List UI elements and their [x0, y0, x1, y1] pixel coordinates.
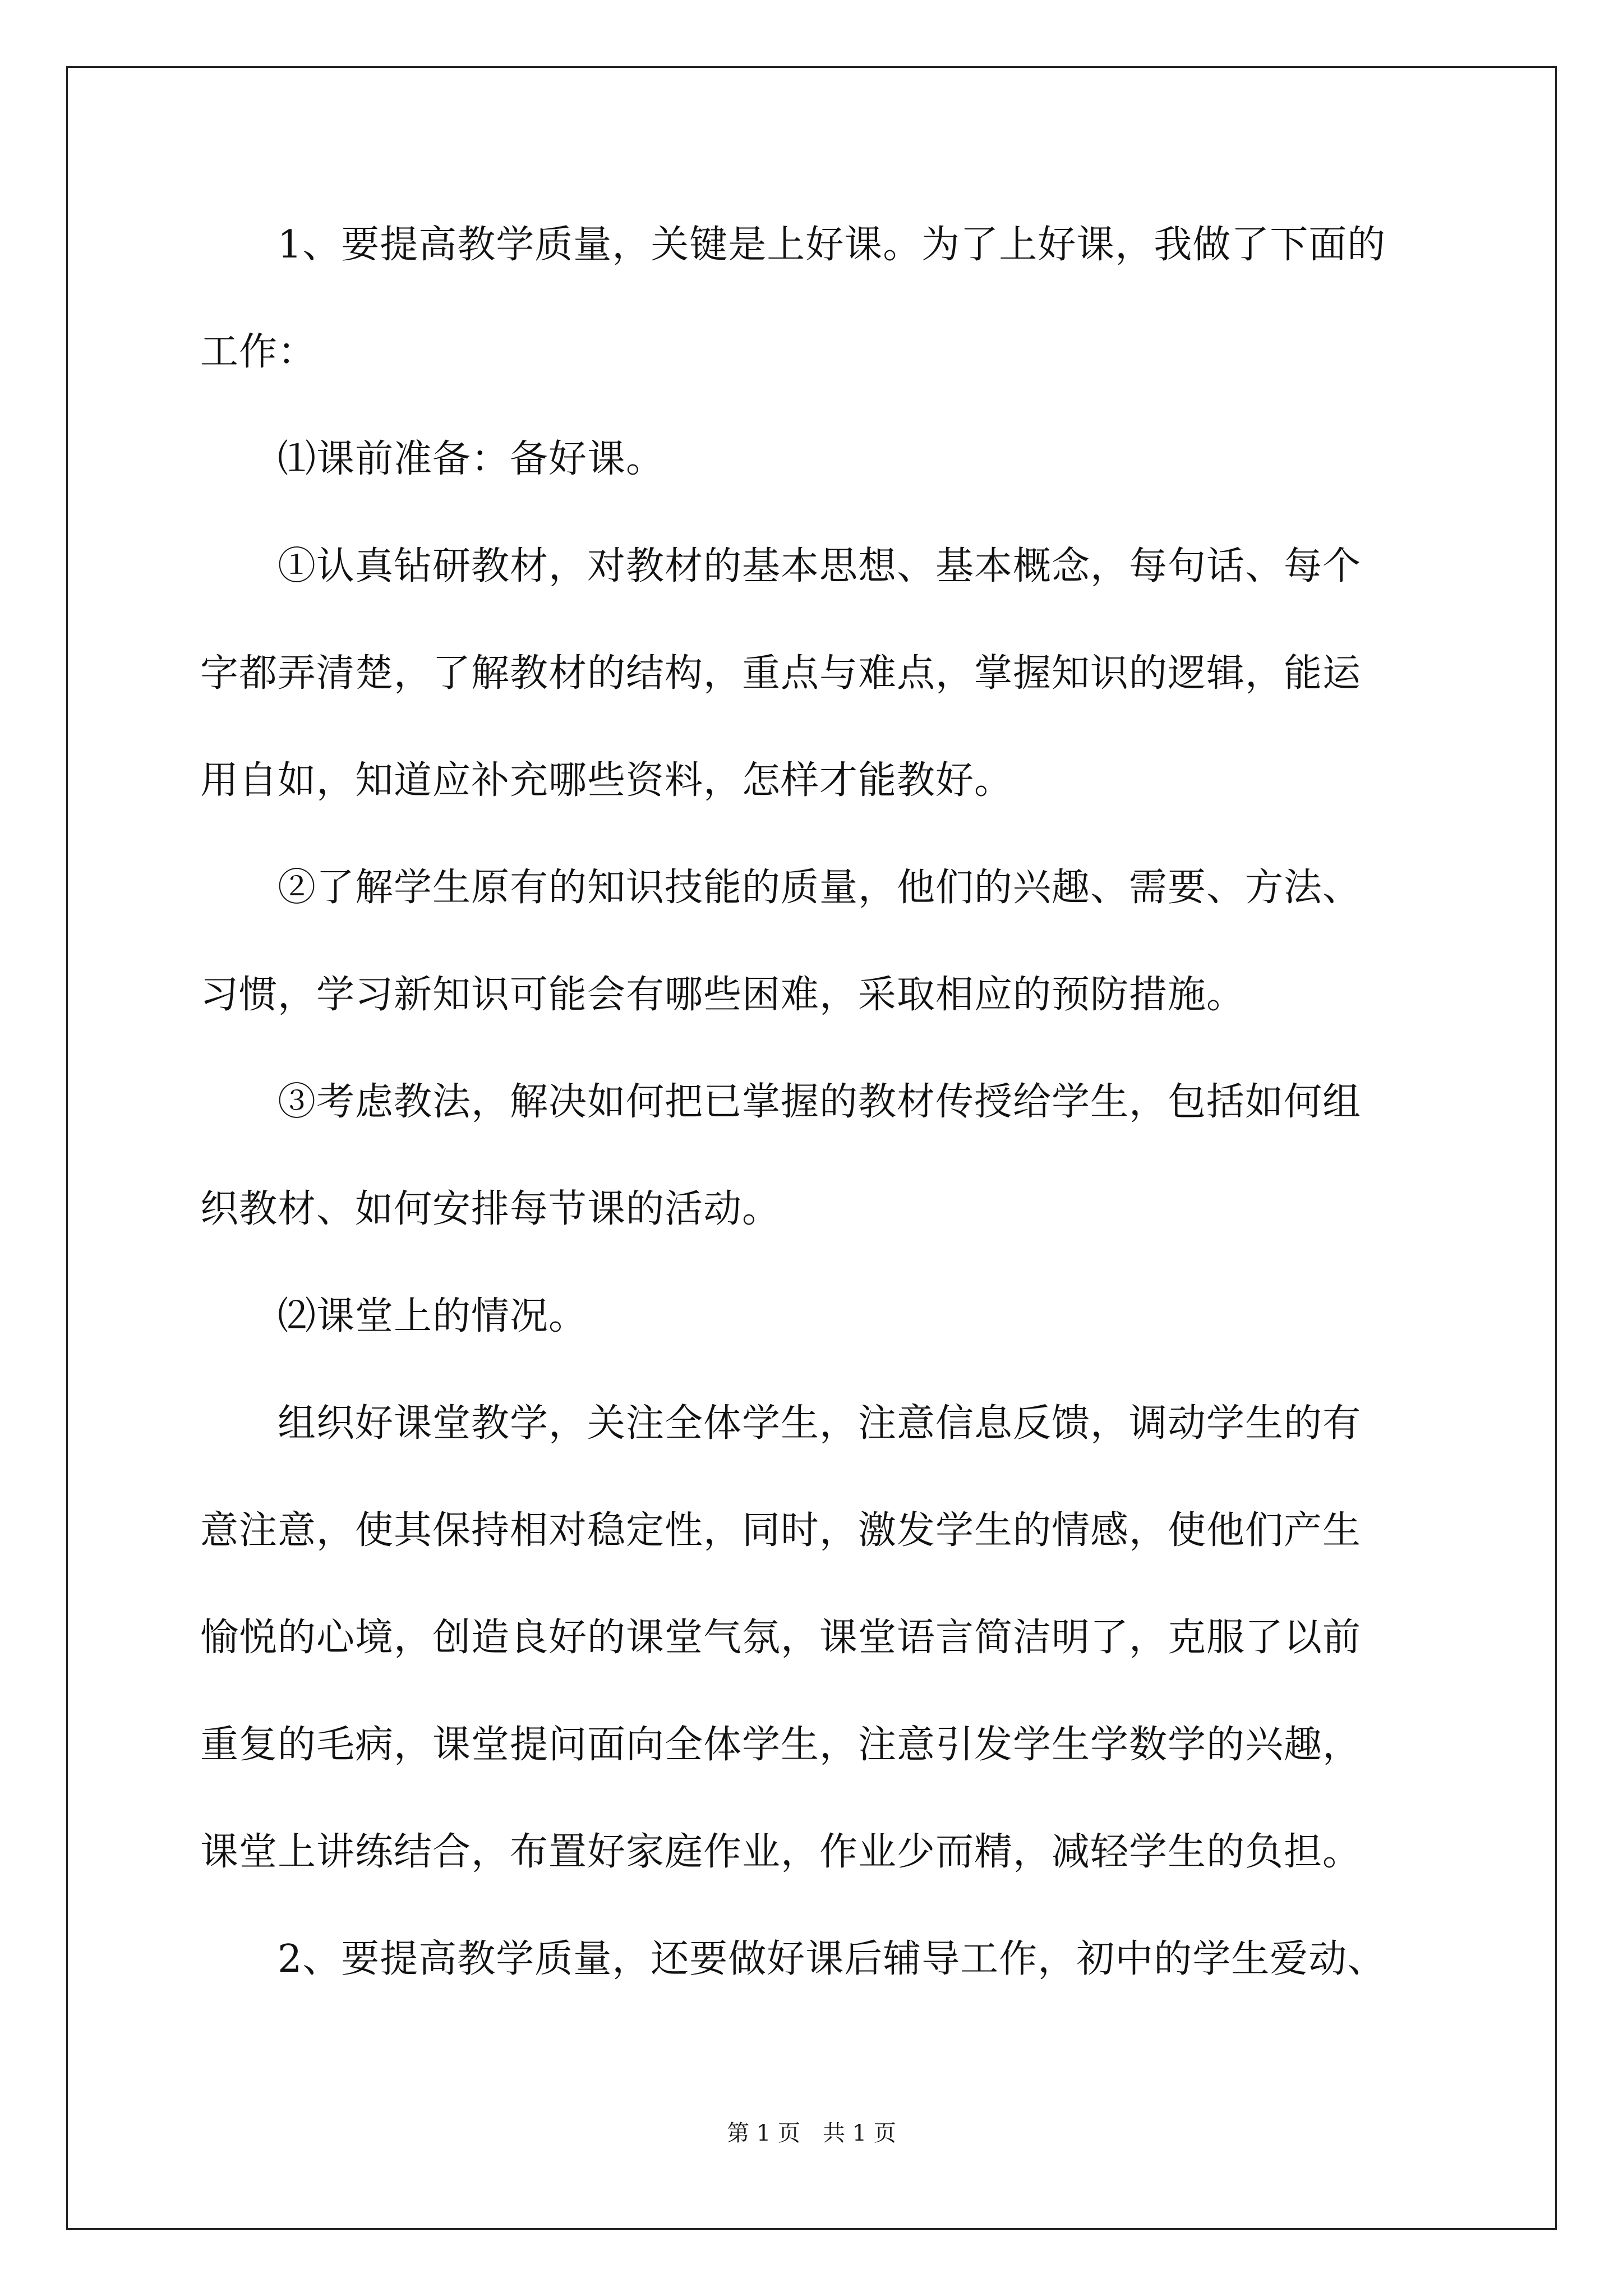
text-line: 工作： — [200, 330, 317, 374]
text-line: 习惯，学习新知识可能会有哪些困难，采取相应的预防措施。 — [200, 973, 1246, 1017]
page-border — [66, 66, 1557, 2230]
text-line: ①认真钻研教材，对教材的基本思想、基本概念，每句话、每个 — [200, 544, 1362, 588]
text-line: ⑴课前准备：备好课。 — [200, 437, 665, 481]
text-line: 字都弄清楚，了解教材的结构，重点与难点，掌握知识的逻辑，能运 — [200, 651, 1362, 696]
text-line: 组织好课堂教学，关注全体学生，注意信息反馈，调动学生的有 — [200, 1401, 1362, 1446]
text-line: ③考虑教法，解决如何把已掌握的教材传授给学生，包括如何组 — [200, 1080, 1362, 1124]
text-line: 1、要提高教学质量，关键是上好课。为了上好课，我做了下面的 — [200, 223, 1386, 267]
text-line: ⑵课堂上的情况。 — [200, 1294, 588, 1338]
text-line: 织教材、如何安排每节课的活动。 — [200, 1187, 781, 1231]
text-line: 意注意，使其保持相对稳定性，同时，激发学生的情感，使他们产生 — [200, 1508, 1362, 1553]
text-line: 重复的毛病，课堂提问面向全体学生，注意引发学生学数学的兴趣， — [200, 1723, 1362, 1767]
text-line: 课堂上讲练结合，布置好家庭作业，作业少而精，减轻学生的负担。 — [200, 1830, 1362, 1874]
text-line: ②了解学生原有的知识技能的质量，他们的兴趣、需要、方法、 — [200, 866, 1362, 910]
text-line: 2、要提高教学质量，还要做好课后辅导工作，初中的学生爱动、 — [200, 1937, 1386, 1981]
text-line: 愉悦的心境，创造良好的课堂气氛，课堂语言简洁明了，克服了以前 — [200, 1616, 1362, 1660]
page-number-footer: 第 1 页 共 1 页 — [727, 2120, 896, 2146]
text-line: 用自如，知道应补充哪些资料，怎样才能教好。 — [200, 758, 1013, 803]
